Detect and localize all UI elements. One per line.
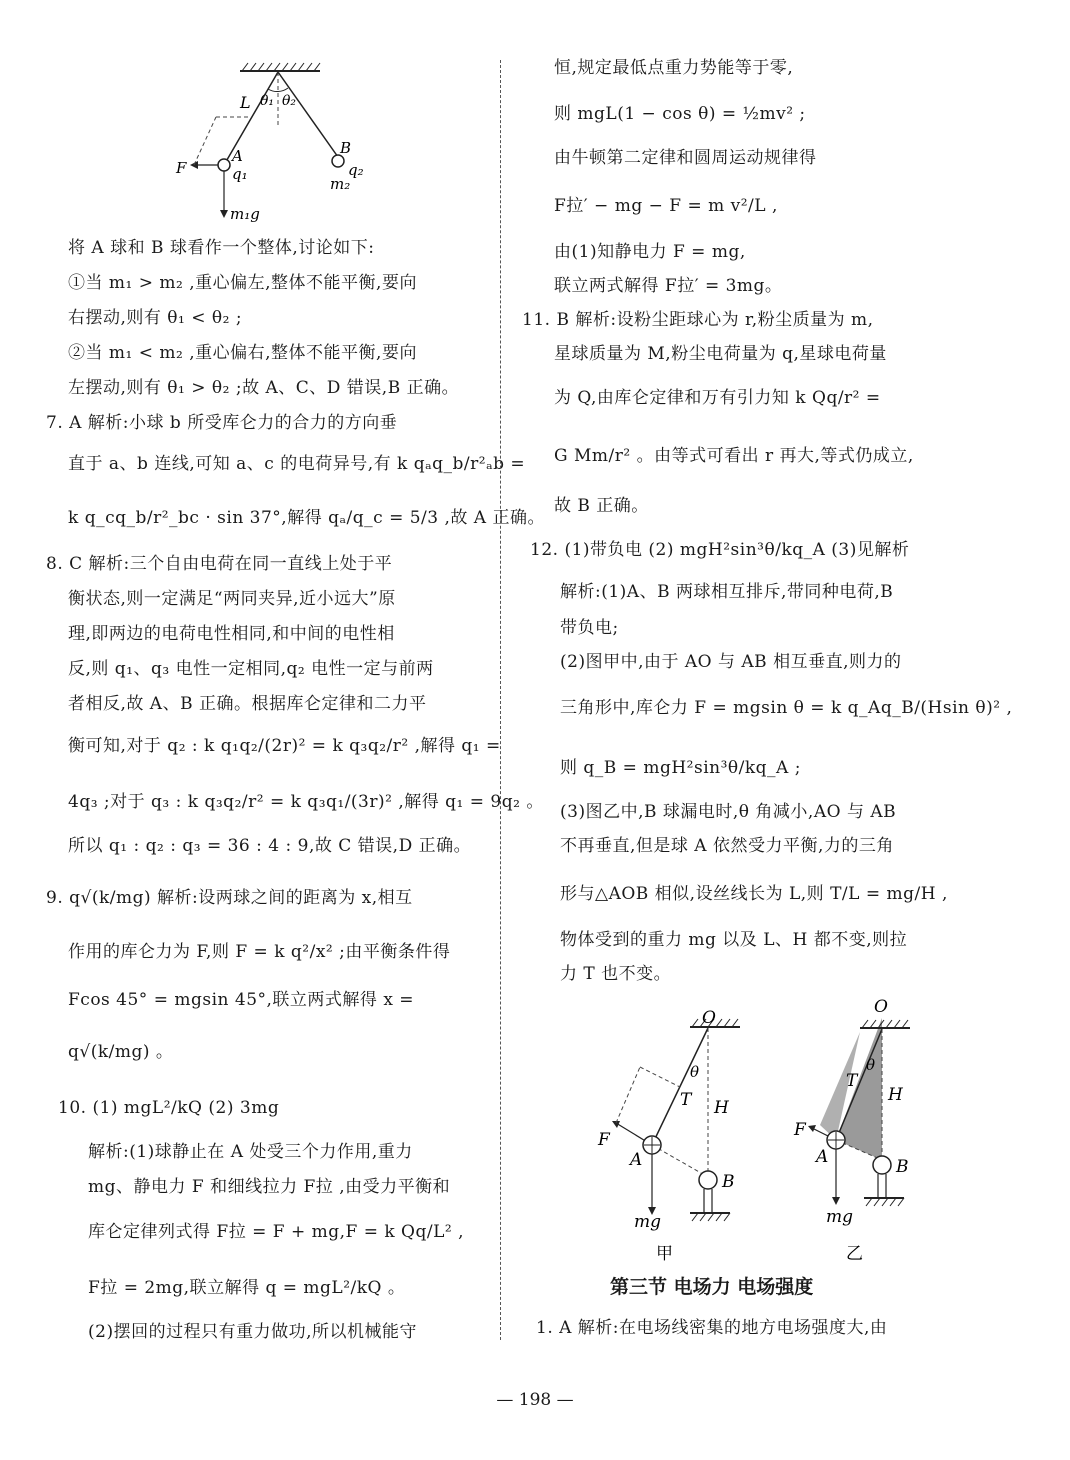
caption-jia: 甲 xyxy=(656,1244,673,1264)
text-line: ②当 m₁ < m₂ ,重心偏右,整体不能平衡,要向 xyxy=(68,343,417,363)
label-F: F xyxy=(598,1130,610,1150)
label-T: T xyxy=(846,1071,858,1091)
text-line: G Mm/r² 。由等式可看出 r 再大,等式仍成立, xyxy=(554,446,914,466)
figure-yi xyxy=(790,990,940,1265)
label-T: T xyxy=(680,1090,692,1110)
text-line: 者相反,故 A、B 正确。根据库仑定律和二力平 xyxy=(68,694,427,714)
section-title: 第三节 电场力 电场强度 xyxy=(610,1276,814,1298)
page-number: — 198 — xyxy=(496,1390,574,1410)
label-B: B xyxy=(722,1172,735,1192)
label-B: B xyxy=(340,139,352,157)
question-12-line: 12. (1)带负电 (2) mgH²sin³θ/kq_A (3)见解析 xyxy=(530,540,910,560)
pendulum-figure xyxy=(160,55,400,230)
dashed-resultant xyxy=(194,117,216,165)
text-line: (3)图乙中,B 球漏电时,θ 角减小,AO 与 AB xyxy=(560,802,897,822)
label-A: A xyxy=(630,1150,643,1170)
label-O: O xyxy=(874,997,888,1017)
label-theta1: θ₁ xyxy=(260,93,275,109)
question-8-line: 8. C 解析:三个自由电荷在同一直线上处于平 xyxy=(46,554,393,574)
ball-b xyxy=(699,1171,717,1189)
label-B: B xyxy=(896,1157,909,1177)
question-9-line: 9. q√(k/mg) 解析:设两球之间的距离为 x,相互 xyxy=(46,888,413,908)
text-line: 带负电; xyxy=(560,618,619,638)
text-line: 所以 q₁ : q₂ : q₃ = 36 : 4 : 9,故 C 错误,D 正确。 xyxy=(68,836,472,856)
text-line: 由(1)知静电力 F = mg, xyxy=(554,242,746,262)
label-F: F xyxy=(794,1120,806,1140)
text-line: 左摆动,则有 θ₁ > θ₂ ;故 A、C、D 错误,B 正确。 xyxy=(68,378,460,398)
text-line: 解析:(1)A、B 两球相互排斥,带同种电荷,B xyxy=(560,582,894,602)
question-1-line: 1. A 解析:在电场线密集的地方电场强度大,由 xyxy=(536,1318,888,1338)
column-divider xyxy=(500,60,501,1340)
label-H: H xyxy=(888,1085,903,1105)
text-line: 物体受到的重力 mg 以及 L、H 都不变,则拉 xyxy=(560,930,908,950)
text-line: 库仑定律列式得 F拉 = F + mg,F = k Qq/L² , xyxy=(88,1222,465,1242)
label-O: O xyxy=(702,1008,716,1028)
text-line: F拉′ − mg − F = m v²/L , xyxy=(554,196,778,216)
text-line: 直于 a、b 连线,可知 a、c 的电荷异号,有 k qₐq_b/r²ₐb = xyxy=(68,454,526,474)
text-line: mg、静电力 F 和细线拉力 F拉 ,由受力平衡和 xyxy=(88,1177,451,1197)
text-line: 解析:(1)球静止在 A 处受三个力作用,重力 xyxy=(88,1142,413,1162)
label-m2: m₂ xyxy=(330,175,351,193)
text-line: 作用的库仑力为 F,则 F = k q²/x² ;由平衡条件得 xyxy=(68,942,451,962)
string-b xyxy=(278,72,338,157)
caption-yi: 乙 xyxy=(846,1244,863,1264)
text-line: 为 Q,由库仑定律和万有引力知 k Qq/r² = xyxy=(554,388,881,408)
text-line: 衡可知,对于 q₂ : k q₁q₂/(2r)² = k q₃q₂/r² ,解得 q₁ = xyxy=(68,736,501,756)
text-line: (2)图甲中,由于 AO 与 AB 相互垂直,则力的 xyxy=(560,652,902,672)
question-11-line: 11. B 解析:设粉尘距球心为 r,粉尘质量为 m, xyxy=(522,310,874,330)
text-line: 故 B 正确。 xyxy=(554,496,649,516)
ball-a xyxy=(218,159,230,171)
ball-b xyxy=(873,1156,891,1174)
label-A: A xyxy=(232,147,243,165)
text-line: 恒,规定最低点重力势能等于零, xyxy=(554,58,794,78)
text-line: 则 mgL(1 − cos θ) = ½mv² ; xyxy=(554,104,806,124)
text-line: 右摆动,则有 θ₁ < θ₂ ; xyxy=(68,308,243,328)
text-line: 则 q_B = mgH²sin³θ/kq_A ; xyxy=(560,758,801,778)
text-line: 力 T 也不变。 xyxy=(560,964,672,984)
text-line: F拉 = 2mg,联立解得 q = mgL²/kQ 。 xyxy=(88,1278,406,1298)
text-line: 4q₃ ;对于 q₃ : k q₃q₂/r² = k q₃q₁/(3r)² ,解得 q₁ = 9q₂ 。 xyxy=(68,792,544,812)
text-line: 由牛顿第二定律和圆周运动规律得 xyxy=(554,148,817,168)
question-10-line: 10. (1) mgL²/kQ (2) 3mg xyxy=(58,1098,280,1118)
text-line: Fcos 45° = mgsin 45°,联立两式解得 x = xyxy=(68,990,415,1010)
text-line: k q_cq_b/r²_bc · sin 37°,解得 qₐ/q_c = 5/3 ,故 A 正确。 xyxy=(68,508,545,528)
label-mg: mg xyxy=(826,1207,854,1227)
question-7-line: 7. A 解析:小球 b 所受库仑力的合力的方向垂 xyxy=(46,413,398,433)
label-theta: θ xyxy=(690,1063,700,1081)
label-L: L xyxy=(240,93,251,112)
label-mg: mg xyxy=(634,1212,662,1232)
text-line: 不再垂直,但是球 A 依然受力平衡,力的三角 xyxy=(560,836,894,856)
text-line: 星球质量为 M,粉尘电荷量为 q,星球电荷量 xyxy=(554,344,887,364)
label-H: H xyxy=(714,1098,729,1118)
label-q1: q₁ xyxy=(232,165,248,183)
ceiling-hatch xyxy=(242,63,320,71)
text-line: q√(k/mg) 。 xyxy=(68,1042,174,1062)
text-line: 联立两式解得 F拉′ = 3mg。 xyxy=(554,276,783,296)
text-line: 反,则 q₁、q₃ 电性一定相同,q₂ 电性一定与前两 xyxy=(68,659,434,679)
label-q2: q₂ xyxy=(348,161,364,179)
label-m1g: m₁g xyxy=(230,205,260,223)
text-line: (2)摆回的过程只有重力做功,所以机械能守 xyxy=(88,1322,417,1342)
label-A: A xyxy=(816,1147,829,1167)
text-line: 三角形中,库仑力 F = mgsin θ = k q_Aq_B/(Hsin θ)² , xyxy=(560,698,1013,718)
text-line: 衡状态,则一定满足“两同夹异,近小远大”原 xyxy=(68,589,396,609)
text-line: 将 A 球和 B 球看作一个整体,讨论如下: xyxy=(68,238,375,258)
label-F: F xyxy=(176,159,187,177)
label-theta2: θ₂ xyxy=(282,93,297,109)
figure-jia xyxy=(590,1005,760,1265)
text-line: 形与△AOB 相似,设丝线长为 L,则 T/L = mg/H , xyxy=(560,884,948,904)
label-theta: θ xyxy=(866,1056,876,1074)
text-line: 理,即两边的电荷电性相同,和中间的电性相 xyxy=(68,624,395,644)
text-line: ①当 m₁ > m₂ ,重心偏左,整体不能平衡,要向 xyxy=(68,273,417,293)
